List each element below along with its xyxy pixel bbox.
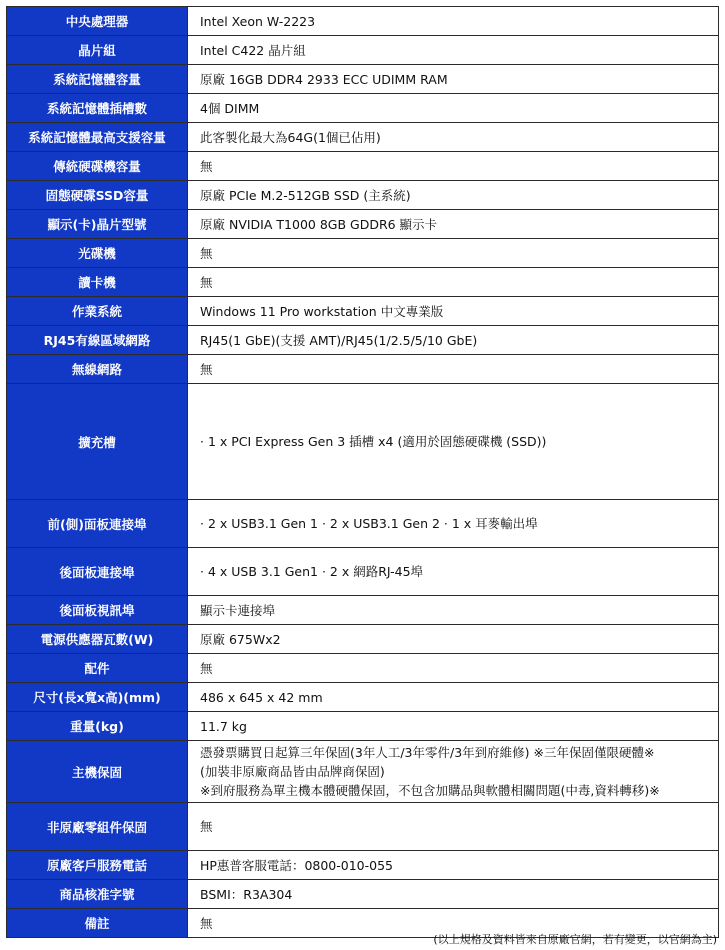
spec-value-line: 11.7 kg — [200, 718, 247, 734]
spec-value-line: 無 — [200, 361, 213, 377]
spec-value-line: · 4 x USB 3.1 Gen1 · 2 x 網路RJ-45埠 — [200, 564, 424, 579]
spec-label: 晶片組 — [7, 36, 188, 65]
spec-label: 商品核准字號 — [7, 880, 188, 909]
spec-row — [7, 741, 719, 803]
spec-row — [7, 548, 719, 596]
spec-value — [188, 683, 719, 712]
spec-label: 固態硬碟SSD容量 — [7, 181, 188, 210]
spec-value-line: 無 — [200, 915, 213, 931]
spec-label: 重量(kg) — [7, 712, 188, 741]
spec-label: RJ45有線區域網路 — [7, 326, 188, 355]
spec-value-line: · 1 x PCI Express Gen 3 插槽 x4 (適用於固態硬碟機 (SSD)) — [200, 434, 547, 449]
spec-label: 讀卡機 — [7, 268, 188, 297]
spec-label: 主機保固 — [7, 741, 188, 803]
spec-label: 作業系統 — [7, 297, 188, 326]
spec-value — [188, 500, 719, 548]
spec-value-line: 486 x 645 x 42 mm — [200, 689, 323, 705]
spec-value — [188, 625, 719, 654]
spec-row — [7, 880, 719, 909]
spec-value-line: 無 — [200, 158, 213, 174]
spec-row — [7, 654, 719, 683]
spec-row — [7, 500, 719, 548]
spec-label: 中央處理器 — [7, 7, 188, 36]
spec-label: 傳統硬碟機容量 — [7, 152, 188, 181]
spec-row — [7, 181, 719, 210]
spec-label: 尺寸(長x寬x高)(mm) — [7, 683, 188, 712]
spec-label: 無線網路 — [7, 355, 188, 384]
spec-label: 後面板連接埠 — [7, 548, 188, 596]
spec-label: 擴充槽 — [7, 384, 188, 500]
spec-row — [7, 123, 719, 152]
spec-label: 光碟機 — [7, 239, 188, 268]
spec-value — [188, 548, 719, 596]
spec-row — [7, 712, 719, 741]
spec-value — [188, 65, 719, 94]
spec-value-line: · 2 x USB3.1 Gen 1 · 2 x USB3.1 Gen 2 · 1 x 耳麥輸出埠 — [200, 516, 538, 531]
spec-value — [188, 712, 719, 741]
spec-row — [7, 683, 719, 712]
spec-label: 後面板視訊埠 — [7, 596, 188, 625]
spec-value-line: 憑發票購買日起算三年保固(3年人工/3年零件/3年到府維修) ※三年保固僅限硬體※ — [200, 745, 655, 760]
spec-value-line: 此客製化最大為64G(1個已佔用) — [200, 129, 381, 145]
spec-value — [188, 239, 719, 268]
spec-value-line: 無 — [200, 245, 213, 261]
spec-value — [188, 880, 719, 909]
spec-value-line: ※到府服務為單主機本體硬體保固，不包含加購品與軟體相關問題(中毒,資料轉移)※ — [200, 783, 660, 798]
spec-value — [188, 384, 719, 500]
spec-row — [7, 7, 719, 36]
spec-value-line: (加裝非原廠商品皆由品牌商保固) — [200, 764, 385, 779]
spec-value — [188, 268, 719, 297]
spec-row — [7, 596, 719, 625]
spec-value-line: 顯示卡連接埠 — [200, 602, 276, 618]
spec-value — [188, 326, 719, 355]
spec-row — [7, 384, 719, 500]
spec-value-line: Intel Xeon W-2223 — [200, 13, 316, 29]
spec-value — [188, 803, 719, 851]
spec-value-line: 4個 DIMM — [200, 100, 260, 116]
spec-value — [188, 210, 719, 239]
spec-row — [7, 36, 719, 65]
spec-value-line: 無 — [200, 274, 213, 290]
spec-table — [6, 6, 719, 938]
spec-label: 前(側)面板連接埠 — [7, 500, 188, 548]
spec-value-line: Windows 11 Pro workstation 中文專業版 — [200, 303, 444, 319]
spec-value-line: HP惠普客服電話：0800-010-055 — [200, 857, 393, 873]
spec-label: 顯示(卡)晶片型號 — [7, 210, 188, 239]
spec-row — [7, 94, 719, 123]
spec-value-line: Intel C422 晶片組 — [200, 42, 306, 58]
spec-row — [7, 152, 719, 181]
spec-value — [188, 654, 719, 683]
spec-value-line: 原廠 675Wx2 — [200, 631, 281, 647]
spec-row — [7, 65, 719, 94]
spec-value — [188, 741, 719, 803]
spec-value-line: BSMI：R3A304 — [200, 886, 293, 902]
spec-row — [7, 326, 719, 355]
spec-label: 電源供應器瓦數(W) — [7, 625, 188, 654]
spec-label: 系統記憶體最高支援容量 — [7, 123, 188, 152]
spec-table-body — [7, 7, 719, 938]
spec-row — [7, 297, 719, 326]
spec-value — [188, 7, 719, 36]
spec-value — [188, 355, 719, 384]
spec-value — [188, 152, 719, 181]
spec-row — [7, 210, 719, 239]
spec-row — [7, 268, 719, 297]
spec-value-line: 無 — [200, 660, 213, 676]
spec-row — [7, 803, 719, 851]
spec-row — [7, 355, 719, 384]
spec-label: 原廠客戶服務電話 — [7, 851, 188, 880]
spec-label: 系統記憶體插槽數 — [7, 94, 188, 123]
spec-label: 備註 — [7, 909, 188, 938]
spec-value-line: RJ45(1 GbE)(支援 AMT)/RJ45(1/2.5/5/10 GbE) — [200, 332, 478, 348]
footer-note: (以上規格及資料皆來自原廠官網，若有變更，以官網為主) — [433, 933, 717, 946]
spec-value — [188, 36, 719, 65]
spec-row — [7, 851, 719, 880]
spec-value — [188, 123, 719, 152]
spec-row — [7, 239, 719, 268]
spec-value — [188, 94, 719, 123]
spec-value — [188, 297, 719, 326]
spec-value — [188, 181, 719, 210]
spec-value-line: 原廠 NVIDIA T1000 8GB GDDR6 顯示卡 — [200, 216, 438, 232]
spec-value — [188, 851, 719, 880]
spec-value-line: 無 — [200, 819, 213, 834]
spec-value-line: 原廠 16GB DDR4 2933 ECC UDIMM RAM — [200, 71, 448, 87]
spec-label: 系統記憶體容量 — [7, 65, 188, 94]
spec-value — [188, 596, 719, 625]
spec-label: 非原廠零組件保固 — [7, 803, 188, 851]
spec-label: 配件 — [7, 654, 188, 683]
spec-value-line: 原廠 PCIe M.2-512GB SSD (主系統) — [200, 187, 411, 203]
spec-row — [7, 625, 719, 654]
